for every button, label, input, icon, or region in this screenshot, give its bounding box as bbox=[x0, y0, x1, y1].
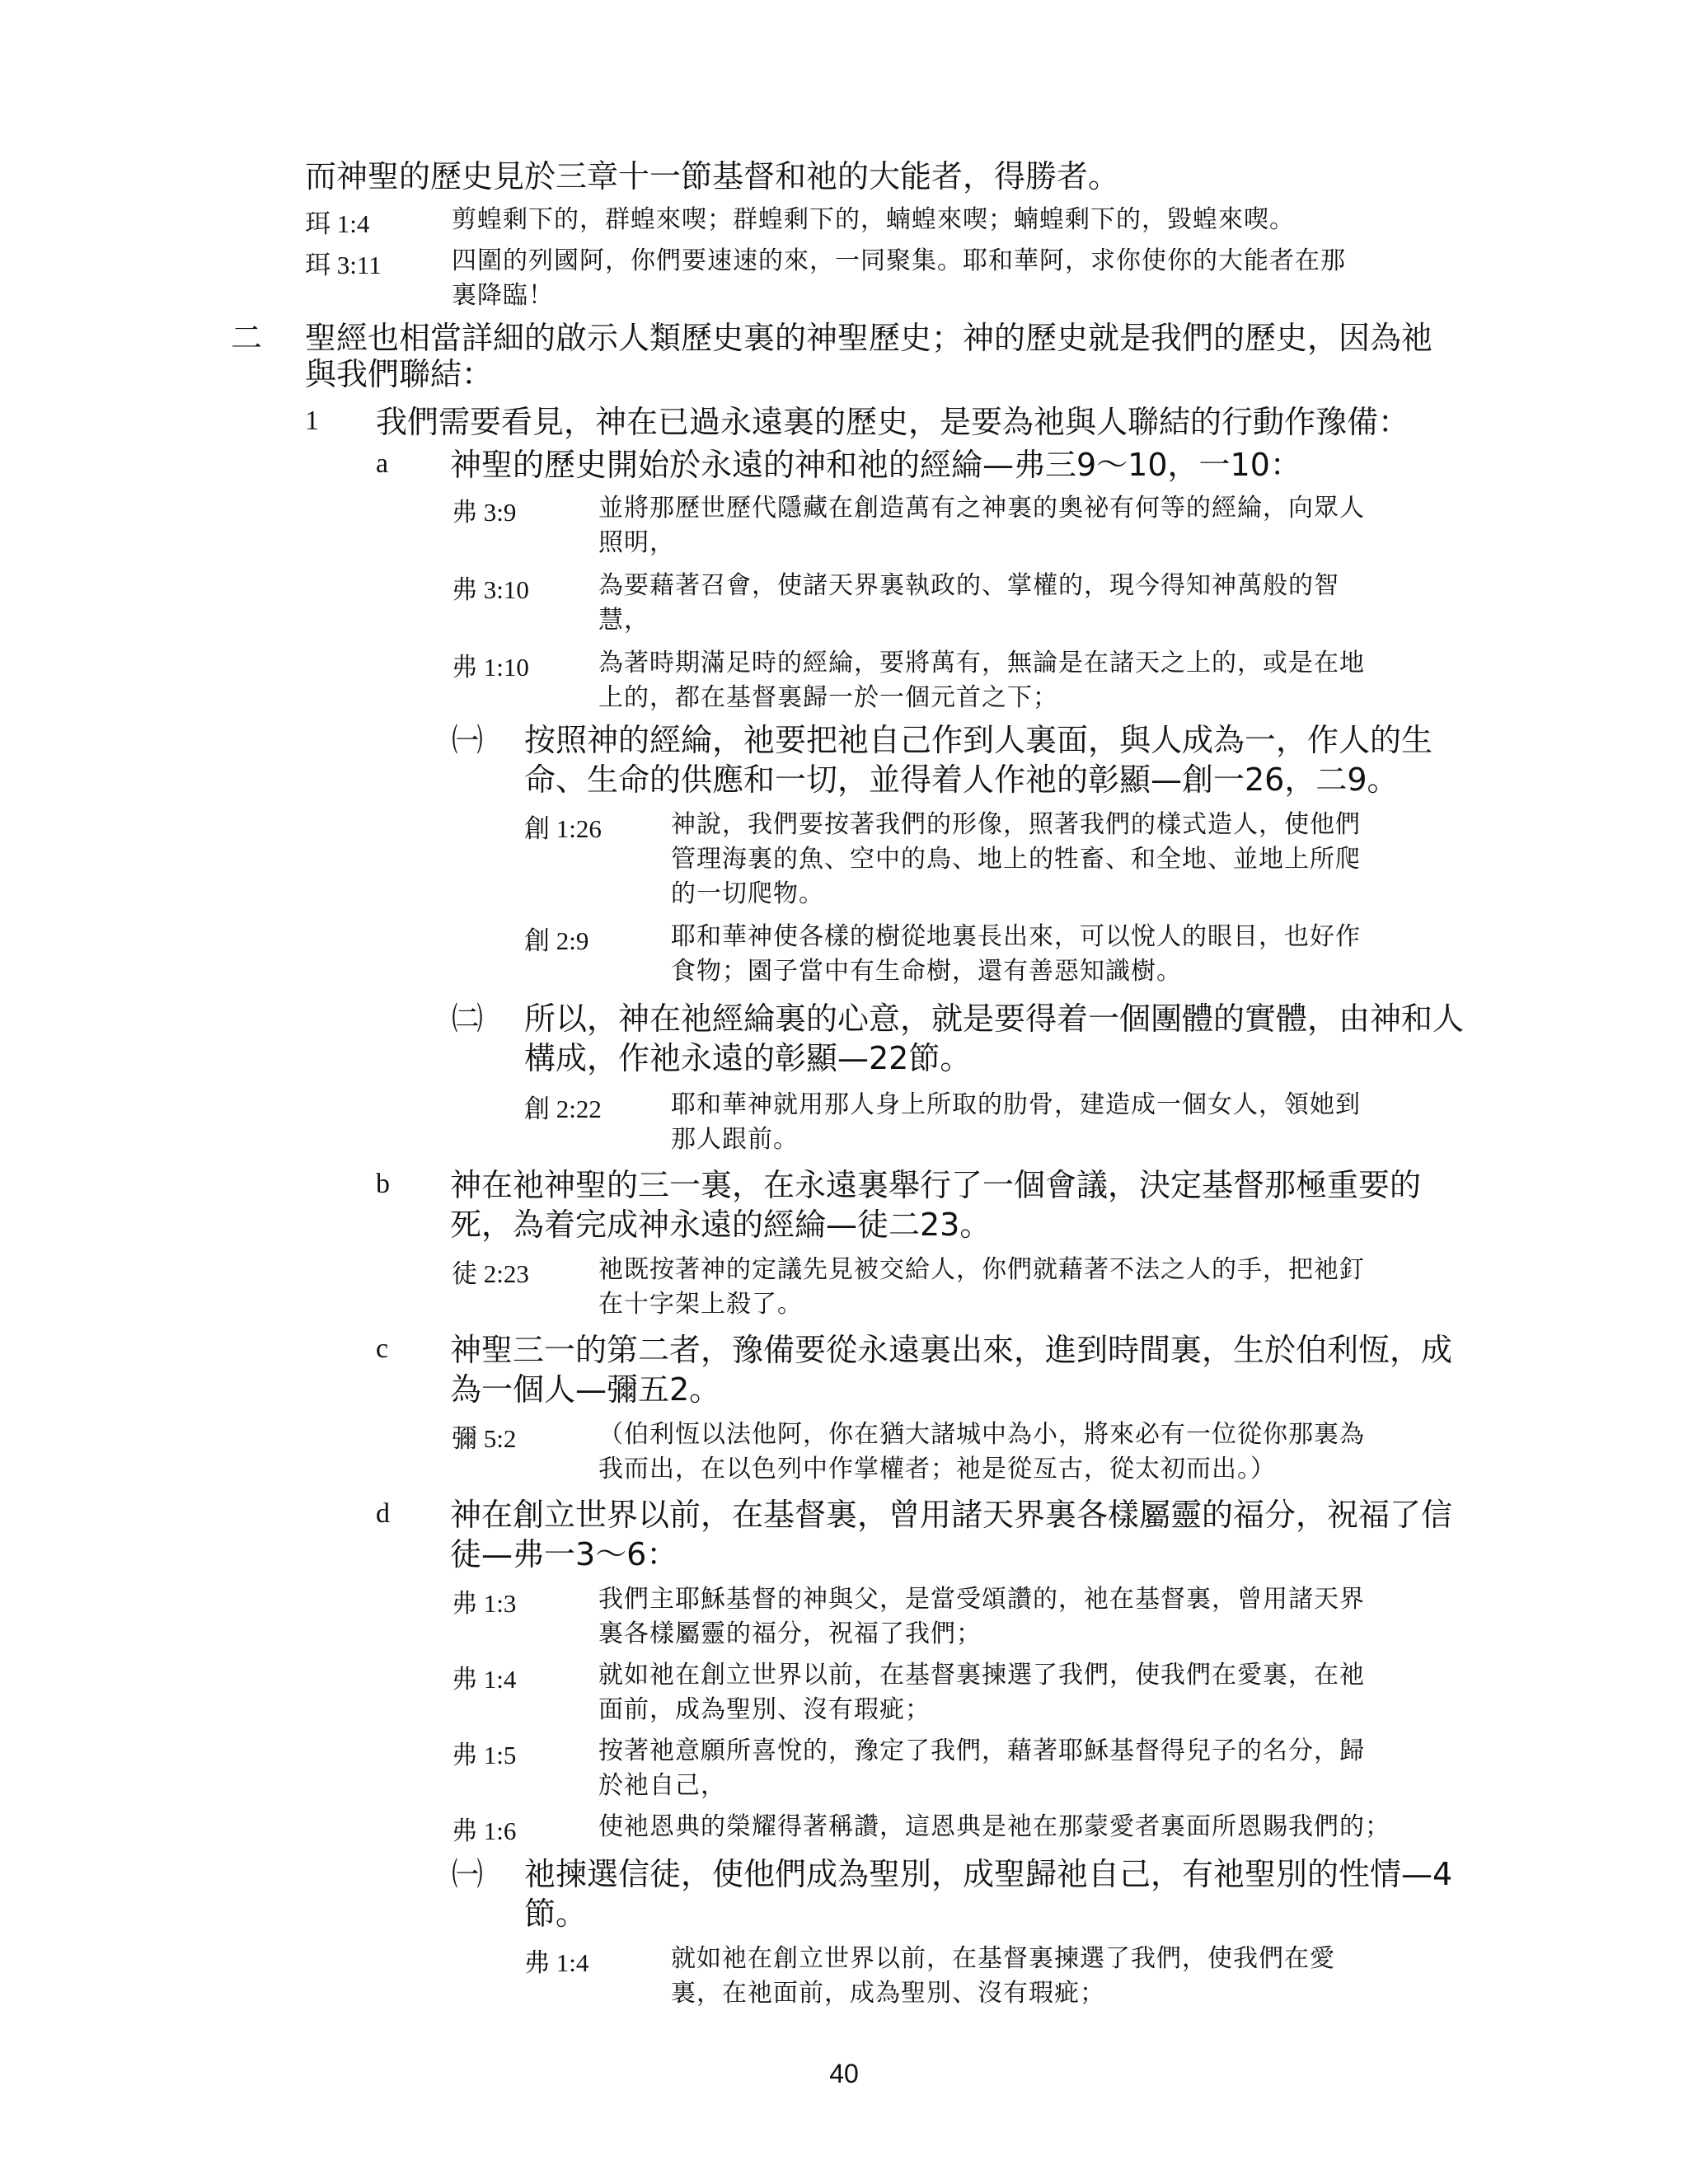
verse-text: 剪蝗剩下的，群蝗來喫；群蝗剩下的，蝻蝗來喫；蝻蝗剩下的，毀蝗來喫。 bbox=[452, 205, 1295, 234]
verse-text: 並將那歷世歷代隱藏在創造萬有之神裏的奧祕有何等的經綸，向眾人 bbox=[598, 494, 1365, 523]
verse-text: 為著時期滿足時的經綸，要將萬有，無論是在諸天之上的，或是在地 bbox=[598, 649, 1365, 677]
outline-marker: c bbox=[376, 1333, 389, 1364]
verse-text: 按著祂意願所喜悅的，豫定了我們，藉著耶穌基督得兒子的名分，歸 bbox=[598, 1736, 1365, 1765]
verse-text: 照明， bbox=[598, 528, 675, 557]
verse-text: 在十字架上殺了。 bbox=[598, 1290, 803, 1319]
paragraph-line: 神在創立世界以前，在基督裏，曾用諸天界裏各樣屬靈的福分，祝福了信 bbox=[450, 1497, 1453, 1533]
verse-reference: 弗 1:3 bbox=[452, 1589, 517, 1618]
verse-text: 四圍的列國阿，你們要速速的來，一同聚集。耶和華阿，求你使你的大能者在那 bbox=[452, 246, 1346, 275]
verse-text: 我們主耶穌基督的神與父，是當受頌讚的，祂在基督裏，曾用諸天界 bbox=[598, 1585, 1365, 1614]
verse-text: 管理海裏的魚、空中的鳥、地上的牲畜、和全地、並地上所爬 bbox=[671, 845, 1361, 874]
verse-text: 使祂恩典的榮耀得著稱讚，這恩典是祂在那蒙愛者裏面所恩賜我們的； bbox=[598, 1812, 1390, 1841]
paragraph-line: 為一個人—彌五2。 bbox=[450, 1371, 721, 1408]
outline-marker: 二 bbox=[231, 320, 263, 356]
paragraph-line: 而神聖的歷史見於三章十一節基督和祂的大能者，得勝者。 bbox=[305, 158, 1120, 194]
verse-reference: 弗 1:4 bbox=[452, 1665, 517, 1694]
paragraph-line: 節。 bbox=[524, 1896, 588, 1932]
outline-marker: ㈡ bbox=[452, 1001, 484, 1037]
verse-reference: 創 2:9 bbox=[524, 926, 589, 955]
verse-text: 食物；園子當中有生命樹，還有善惡知識樹。 bbox=[671, 957, 1182, 986]
paragraph-line: 命、生命的供應和一切，並得着人作祂的彰顯—創一26，二9。 bbox=[524, 762, 1399, 798]
paragraph-line: 所以，神在祂經綸裏的心意，就是要得着一個團體的實體，由神和人 bbox=[524, 1001, 1465, 1037]
verse-text: 祂既按著神的定議先見被交給人，你們就藉著不法之人的手，把祂釘 bbox=[598, 1255, 1365, 1284]
paragraph-line: 我們需要看見，神在已過永遠裏的歷史，是要為祂與人聯結的行動作豫備： bbox=[376, 404, 1410, 440]
verse-reference: 珥 1:4 bbox=[305, 209, 370, 238]
verse-text: 於祂自己， bbox=[598, 1771, 726, 1800]
verse-text: （伯利恆以法他阿，你在猶大諸城中為小，將來必有一位從你那裏為 bbox=[598, 1420, 1365, 1449]
verse-text: 裏降臨！ bbox=[452, 281, 554, 310]
verse-reference: 創 1:26 bbox=[524, 814, 602, 843]
verse-reference: 弗 1:5 bbox=[452, 1741, 517, 1769]
outline-marker: b bbox=[376, 1169, 390, 1199]
verse-reference: 弗 3:10 bbox=[452, 575, 529, 604]
verse-text: 就如祂在創立世界以前，在基督裏揀選了我們，使我們在愛裏，在祂 bbox=[598, 1661, 1365, 1690]
verse-reference: 創 2:22 bbox=[524, 1094, 602, 1123]
verse-reference: 彌 5:2 bbox=[452, 1424, 517, 1453]
paragraph-line: 死，為着完成神永遠的經綸—徒二23。 bbox=[450, 1207, 992, 1243]
paragraph-line: 按照神的經綸，祂要把祂自己作到人裏面，與人成為一，作人的生 bbox=[524, 722, 1433, 758]
paragraph-line: 構成，作祂永遠的彰顯—22節。 bbox=[524, 1040, 972, 1076]
verse-text: 面前，成為聖別、沒有瑕疵； bbox=[598, 1695, 931, 1724]
paragraph-line: 與我們聯結： bbox=[305, 356, 494, 392]
verse-reference: 弗 1:4 bbox=[524, 1948, 589, 1977]
verse-text: 神說，我們要按著我們的形像，照著我們的樣式造人，使他們 bbox=[671, 810, 1361, 839]
outline-marker: ㈠ bbox=[452, 1856, 484, 1892]
verse-reference: 珥 3:11 bbox=[305, 251, 382, 279]
verse-text: 上的，都在基督裏歸一於一個元首之下； bbox=[598, 683, 1058, 712]
verse-text: 那人跟前。 bbox=[671, 1125, 799, 1154]
outline-marker: d bbox=[376, 1498, 390, 1529]
paragraph-line: 祂揀選信徒，使他們成為聖別，成聖歸祂自己，有祂聖別的性情—4 bbox=[524, 1856, 1453, 1892]
outline-marker: a bbox=[376, 448, 389, 479]
verse-reference: 徒 2:23 bbox=[452, 1259, 529, 1288]
verse-text: 裏，在祂面前，成為聖別、沒有瑕疵； bbox=[671, 1979, 1105, 2008]
paragraph-line: 徒—弗一3～6： bbox=[450, 1536, 678, 1572]
outline-marker: 1 bbox=[305, 405, 319, 436]
paragraph-line: 神聖三一的第二者，豫備要從永遠裏出來，進到時間裏，生於伯利恆，成 bbox=[450, 1332, 1453, 1368]
verse-text: 耶和華神就用那人身上所取的肋骨，建造成一個女人，領她到 bbox=[671, 1090, 1361, 1119]
verse-reference: 弗 3:9 bbox=[452, 498, 517, 527]
verse-text: 的一切爬物。 bbox=[671, 879, 824, 908]
outline-marker: ㈠ bbox=[452, 722, 484, 758]
verse-text: 就如祂在創立世界以前，在基督裏揀選了我們，使我們在愛 bbox=[671, 1944, 1335, 1973]
verse-text: 我而出，在以色列中作掌權者；祂是從亙古，從太初而出。） bbox=[598, 1455, 1276, 1483]
paragraph-line: 神在祂神聖的三一裏，在永遠裏舉行了一個會議，決定基督那極重要的 bbox=[450, 1167, 1422, 1203]
verse-reference: 弗 1:10 bbox=[452, 653, 529, 682]
verse-text: 為要藉著召會，使諸天界裏執政的、掌權的，現今得知神萬般的智 bbox=[598, 571, 1339, 600]
page-number: 40 bbox=[829, 2059, 859, 2088]
verse-text: 慧， bbox=[598, 606, 649, 635]
verse-text: 裏各樣屬靈的福分，祝福了我們； bbox=[598, 1619, 982, 1648]
verse-reference: 弗 1:6 bbox=[452, 1816, 517, 1845]
paragraph-line: 聖經也相當詳細的啟示人類歷史裏的神聖歷史；神的歷史就是我們的歷史，因為祂 bbox=[305, 320, 1433, 356]
paragraph-line: 神聖的歷史開始於永遠的神和祂的經綸—弗三9～10，一10： bbox=[450, 447, 1301, 483]
verse-text: 耶和華神使各樣的樹從地裏長出來，可以悅人的眼目，也好作 bbox=[671, 922, 1361, 951]
